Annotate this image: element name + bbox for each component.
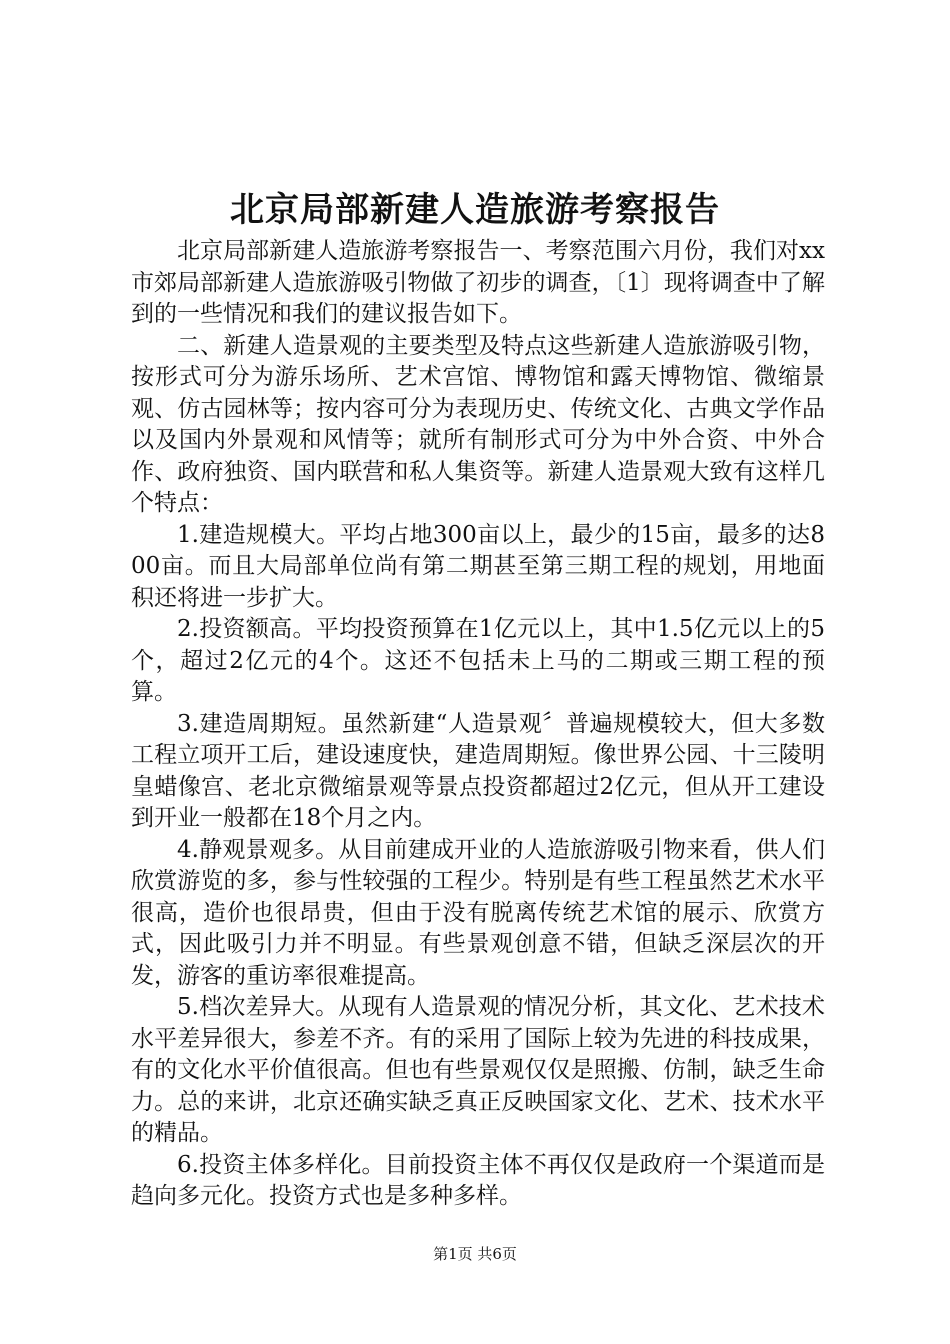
paragraph: 3.建造周期短。虽然新建“人造景观〞普遍规模较大，但大多数工程立项开工后，建设速度快，建造周期短。像世界公园、十三陵明皇蜡像宫、老北京微缩景观等景点投资都超过2亿元，但从开工建设到开业一般都在18个月之内。 xyxy=(131,710,825,831)
paragraph: 二、新建人造景观的主要类型及特点这些新建人造旅游吸引物，按形式可分为游乐场所、艺术宫馆、博物馆和露天博物馆、微缩景观、仿古园林等；按内容可分为表现历史、传统文化、古典文学作品以及国内外景观和风情等；就所有制形式可分为中外合资、中外合作、政府独资、国内联营和私人集资等。新建人造景观大致有这样几个特点： xyxy=(131,332,825,516)
paragraph: 5.档次差异大。从现有人造景观的情况分析，其文化、艺术技术水平差异很大，参差不齐。有的采用了国际上较为先进的科技成果，有的文化水平价值很高。但也有些景观仅仅是照搬、仿制，缺乏生命力。总的来讲，北京还确实缺乏真正反映国家文化、艺术、技术水平的精品。 xyxy=(131,994,825,1146)
page-footer: 第1页 共6页 xyxy=(433,1245,517,1263)
paragraph: 2.投资额高。平均投资预算在1亿元以上，其中1.5亿元以上的5个，超过2亿元的4个。这还不包括未上马的二期或三期工程的预算。 xyxy=(131,616,825,705)
paragraph: 北京局部新建人造旅游考察报告一、考察范围六月份，我们对xx市郊局部新建人造旅游吸引物做了初步的调查，〔1〕现将调查中了解到的一些情况和我们的建议报告如下。 xyxy=(131,238,825,327)
paragraph: 1.建造规模大。平均占地300亩以上，最少的15亩，最多的达800亩。而且大局部单位尚有第二期甚至第三期工程的规划，用地面积还将进一步扩大。 xyxy=(131,521,825,611)
paragraph: 4.静观景观多。从目前建成开业的人造旅游吸引物来看，供人们欣赏游览的多，参与性较强的工程少。特别是有些工程虽然艺术水平很高，造价也很昂贵，但由于没有脱离传统艺术馆的展示、欣赏方式，因此吸引力并不明显。有些景观创意不错，但缺乏深层次的开发，游客的重访率很难提高。 xyxy=(131,836,825,989)
document-body xyxy=(131,236,825,1213)
paragraph: 6.投资主体多样化。目前投资主体不再仅仅是政府一个渠道而是趋向多元化。投资方式也是多种多样。 xyxy=(131,1151,825,1209)
document-title: 北京局部新建人造旅游考察报告 xyxy=(230,190,720,230)
